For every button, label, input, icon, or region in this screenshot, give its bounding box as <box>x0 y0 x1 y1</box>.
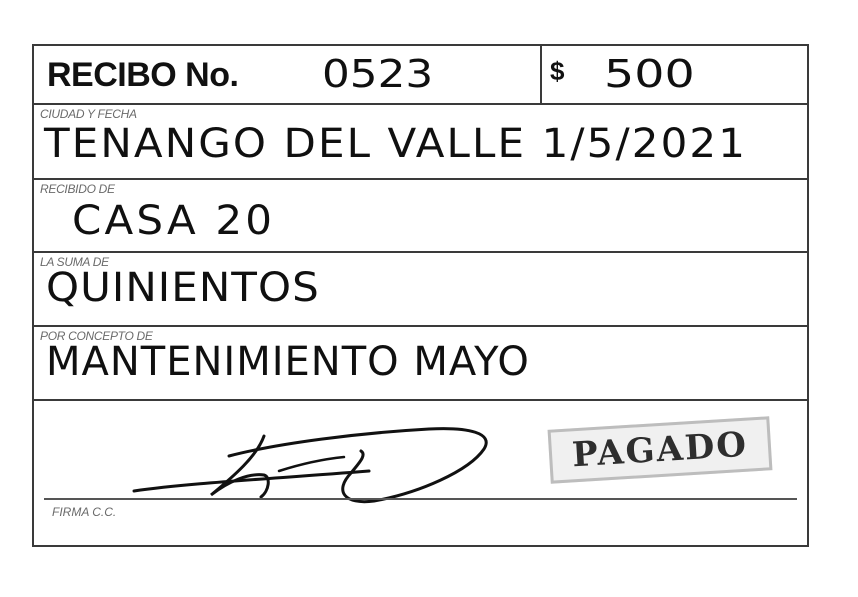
paid-stamp-text: PAGADO <box>570 424 750 476</box>
received-from-label: RECIBIDO DE <box>40 182 115 196</box>
signature-row <box>34 401 807 547</box>
amount-cell <box>542 46 807 103</box>
received-from-row <box>34 180 807 253</box>
receipt-form <box>32 44 809 547</box>
paid-stamp <box>548 416 773 483</box>
city-date-row <box>34 105 807 180</box>
amount-value: 500 <box>604 52 695 96</box>
receipt-number-cell <box>34 46 542 103</box>
amount-words-value: QUINIENTOS <box>46 265 320 311</box>
signature-label: FIRMA C.C. <box>52 505 117 519</box>
received-from-value: CASA 20 <box>72 198 276 244</box>
currency-symbol: $ <box>550 56 565 86</box>
city-date-value: TENANGO DEL VALLE 1/5/2021 <box>44 121 748 167</box>
receipt-header-row <box>34 46 807 105</box>
receipt-title: RECIBO No. <box>47 56 239 94</box>
amount-words-row <box>34 253 807 327</box>
concept-row <box>34 327 807 401</box>
signature-line <box>44 498 797 500</box>
concept-label: POR CONCEPTO DE <box>40 329 153 343</box>
concept-value: MANTENIMIENTO MAYO <box>46 339 530 385</box>
city-date-label: CIUDAD Y FECHA <box>40 107 137 121</box>
handwritten-signature <box>129 411 489 506</box>
amount-words-label: LA SUMA DE <box>40 255 109 269</box>
receipt-number: 0523 <box>322 52 434 96</box>
